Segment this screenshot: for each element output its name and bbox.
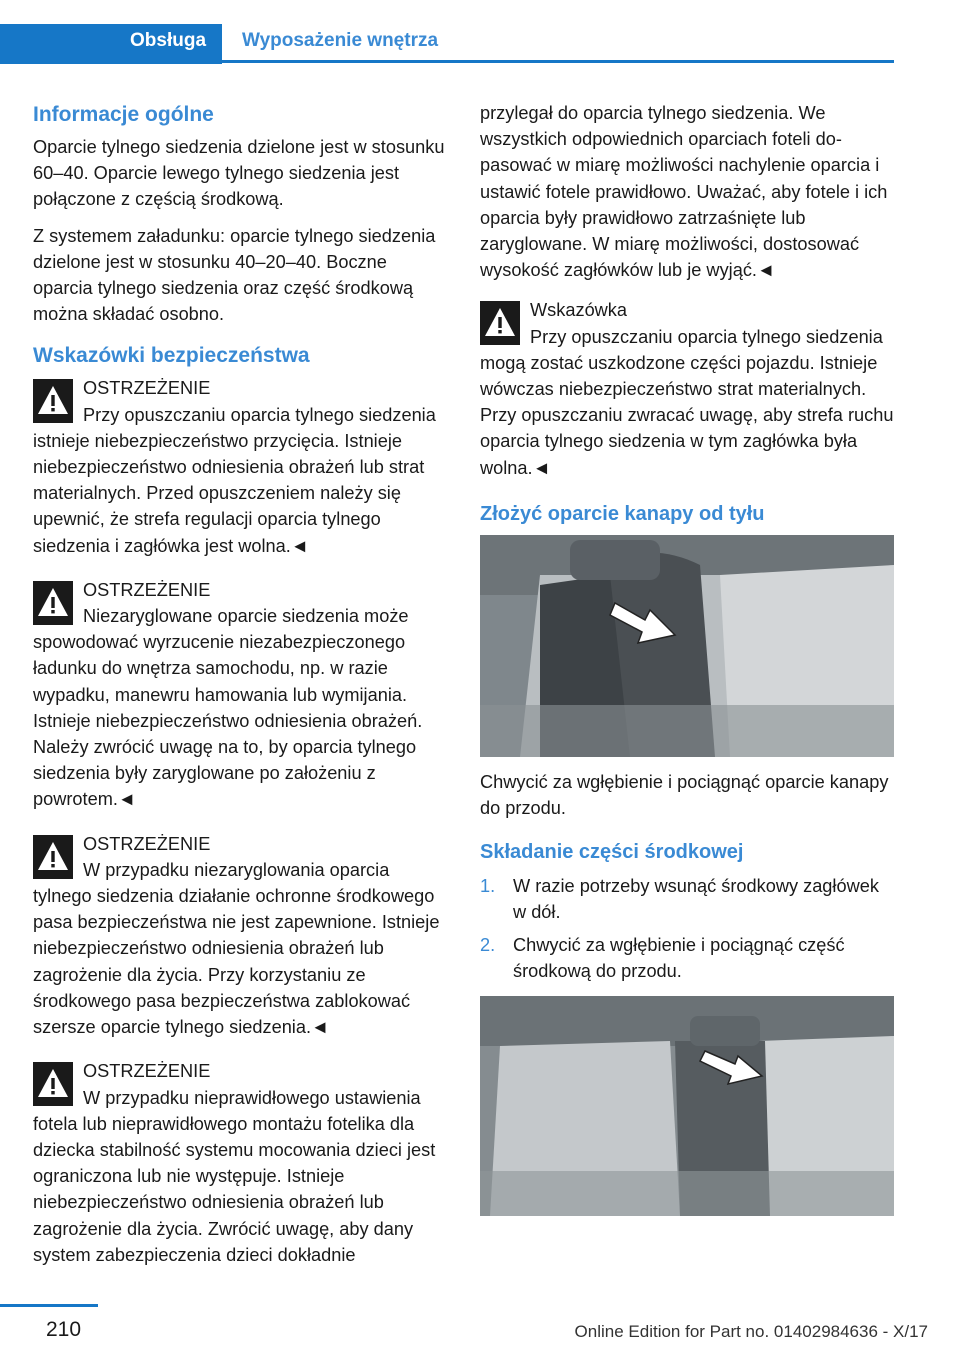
- warning-title: OSTRZEŻENIE: [83, 579, 211, 600]
- header-rule: [222, 60, 894, 63]
- step-number: 1.: [480, 876, 496, 897]
- warning-title: OSTRZEŻENIE: [83, 1061, 211, 1082]
- paragraph-general-2: Z systemem załadunku: oparcie tylnego siedzenia dzielone jest w stosunku 40–20–40. Boczne oparcia tylnego siedzenia oraz część środkową można składać osobno.: [33, 225, 436, 325]
- right-column: [480, 100, 894, 1228]
- warning-triangle-icon: [33, 835, 73, 879]
- warning-block-4: [33, 1058, 447, 1268]
- list-item: [480, 873, 894, 925]
- warning-triangle-icon: [33, 379, 73, 423]
- note-title: Wskazówka: [530, 300, 628, 321]
- footer-rule: [0, 1304, 98, 1307]
- warning-title: OSTRZEŻENIE: [83, 833, 211, 854]
- edition-footer: Online Edition for Part no. 01402984636 - X/17: [574, 1322, 928, 1341]
- header-tab-obsluga[interactable]: Obsługa: [130, 30, 207, 51]
- heading-safety: Wskazówki bezpieczeństwa: [33, 344, 310, 368]
- warning-block-2: [33, 577, 447, 813]
- page-number: 210: [46, 1318, 82, 1341]
- heading-fold-center: Składanie części środkowej: [480, 841, 744, 864]
- note-text: Przy opuszczaniu oparcia tylnego siedzenia mogą zostać uszkodzone części pojazdu. Istnieje wówczas niebezpieczeństwo strat materialnych. Przy opuszczaniu zwracać uwagę, aby strefa ruchu oparcia tylnego siedzenia w tym zagłówka była wolna.◄: [480, 326, 894, 478]
- center-section-illustration: [480, 996, 894, 1216]
- warning-block-1: [33, 375, 447, 558]
- rear-seat-backrest-illustration: [480, 535, 894, 757]
- steps-list: [480, 873, 894, 984]
- step-text: W razie potrzeby wsunąć środkowy zagłówek w dół.: [513, 876, 879, 923]
- header-tab-wyposazenie[interactable]: Wyposażenie wnętrza: [242, 30, 439, 51]
- list-item: [480, 932, 894, 984]
- warning-triangle-icon: [33, 581, 73, 625]
- page-header: [0, 0, 960, 64]
- paragraph-continuation: przylegał do oparcia tylnego siedzenia. We wszystkich odpowiednich oparciach foteli dopasować w miarę możliwości nachylenie oparcia i ustawić fotele prawidłowo. Uważać, aby fotele i ich oparcia były prawidłowo zatrzaśnięte lub zaryglowane. W miarę możliwości, dostosować wysokość zagłówków lub je wyjąć.◄: [480, 103, 888, 281]
- step-number: 2.: [480, 934, 496, 955]
- left-column: [33, 100, 447, 1286]
- warning-text: W przypadku niezaryglowania oparcia tylnego siedzenia działanie ochronne środkowego pasa bezpieczeństwa nie jest zapewnione. Istnieje niebezpieczeństwo odniesienia obrażeń lub zagrożenie dla życia. Przy korzystaniu ze środkowego pasa bezpieczeństwa zablokować szersze oparcie tylnego siedzenia.◄: [33, 859, 440, 1038]
- warning-text: Przy opuszczaniu oparcia tylnego siedzenia istnieje niebezpieczeństwo przycięcia. Istnieje niebezpieczeństwo odniesienia obrażeń lub strat materialnych. Przed opuszczeniem należy się upewnić, że strefa regulacji oparcia tylnego siedzenia i zagłówka jest wolna.◄: [33, 404, 436, 556]
- warning-block-3: [33, 831, 447, 1041]
- warning-triangle-icon: [33, 1062, 73, 1106]
- caption-fold-backrest: Chwycić za wgłębienie i pociągnąć oparcie kanapy do przodu.: [480, 771, 889, 819]
- note-block: [480, 297, 894, 480]
- paragraph-general-1: Oparcie tylnego siedzenia dzielone jest w stosunku 60–40. Oparcie lewego tylnego siedzenia jest połączone z częścią środkową.: [33, 137, 445, 210]
- warning-text: W przypadku nieprawidłowego ustawienia fotela lub nieprawidłowego montażu fotelika dla dziecka stabilność systemu mocowania dzieci jest ograniczona lub nie występuje. Istnieje niebezpieczeństwo odniesienia obrażeń lub zagrożenie dla życia. Zwrócić uwagę, aby dany system zabezpieczenia dzieci dokładnie: [33, 1087, 436, 1265]
- warning-title: OSTRZEŻENIE: [83, 378, 211, 399]
- warning-triangle-icon: [480, 301, 520, 345]
- step-text: Chwycić za wgłębienie i pociągnąć część środkową do przodu.: [513, 934, 845, 981]
- warning-text: Niezaryglowane oparcie siedzenia może spowodować wyrzucenie niezabezpieczonego ładunku do wnętrza samochodu, np. w razie wypadku, manewru hamowania lub wymijania. Istnieje niebezpieczeństwo odniesienia obrażeń. Należy zwrócić uwagę na to, by oparcia tylnego siedzenia były zaryglowane po założeniu z powrotem.◄: [33, 606, 423, 810]
- heading-fold-backrest: Złożyć oparcie kanapy od tyłu: [480, 502, 765, 525]
- heading-general: Informacje ogólne: [33, 103, 214, 126]
